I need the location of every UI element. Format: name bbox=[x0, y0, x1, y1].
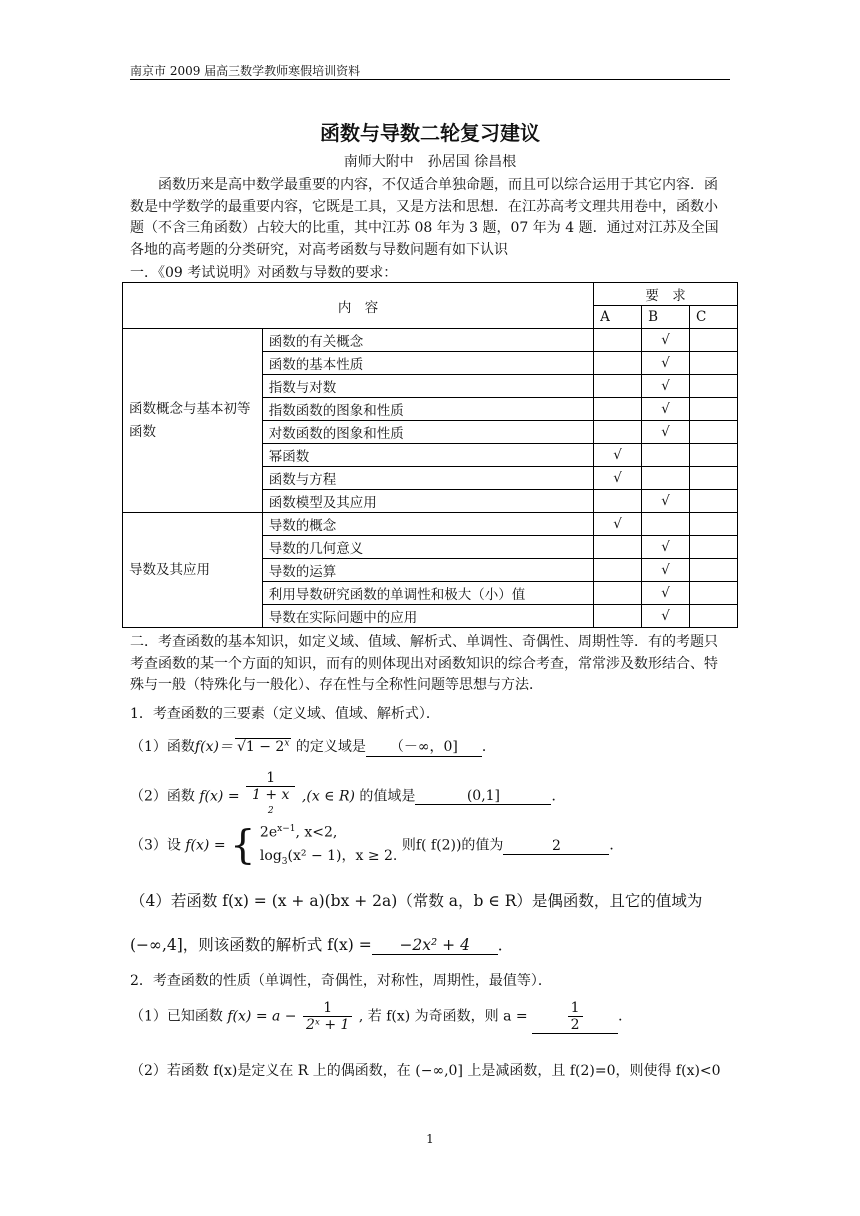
fraction: $\frac{1}{\text{2ˣ + 1}}$ bbox=[303, 1000, 352, 1033]
fraction: 1 1 + x $^2$ bbox=[246, 770, 295, 823]
section-2-paragraph: 二．考查函数的基本知识，如定义域、值域、解析式、单调性、奇偶性、周期性等．有的考题只考查函数的某一个方面的知识，而有的则体现出对函数知识的综合考查，常常涉及数形结合、特殊与一般（特殊化与一般化）、存在性与全称性问题等思想与方法． bbox=[130, 634, 718, 693]
subsection-1-heading: 1．考查函数的三要素（定义域、值域、解析式）． bbox=[130, 706, 440, 722]
col-b-header: B bbox=[642, 306, 690, 329]
property-question-1: （1）已知函数 f(x) = a − $\frac{1}{\text{2ˣ + 1}}$ , 若 f(x) 为奇函数，则 a = $\frac{1}{2}$ ． bbox=[130, 1000, 633, 1033]
level-c-cell bbox=[690, 513, 738, 536]
level-b-cell bbox=[642, 513, 690, 536]
left-brace: { bbox=[230, 822, 256, 869]
section-1-heading: 一．《09 考试说明》对函数与导数的要求： bbox=[130, 265, 398, 281]
item-cell: 指数函数的图象和性质 bbox=[262, 398, 593, 421]
item-cell: 函数与方程 bbox=[262, 467, 593, 490]
level-b-cell: √ bbox=[642, 536, 690, 559]
item-cell: 指数与对数 bbox=[262, 375, 593, 398]
level-a-cell bbox=[594, 582, 642, 605]
running-header: 南京市 2009 届高三数学教师寒假培训资料 bbox=[130, 64, 361, 78]
level-a-cell: √ bbox=[594, 444, 642, 467]
col-c-header: C bbox=[690, 306, 738, 329]
table-row bbox=[123, 513, 738, 536]
item-cell: 导数的几何意义 bbox=[262, 536, 593, 559]
level-a-cell bbox=[594, 490, 642, 513]
item-cell: 对数函数的图象和性质 bbox=[262, 421, 593, 444]
col-a-header: A bbox=[594, 306, 642, 329]
level-c-cell bbox=[690, 467, 738, 490]
item-cell: 函数的基本性质 bbox=[262, 352, 593, 375]
level-a-cell bbox=[594, 605, 642, 628]
level-a-cell bbox=[594, 398, 642, 421]
answer-blank-3: 2 bbox=[503, 838, 609, 855]
intro-paragraph: 函数历来是高中数学最重要的内容，不仅适合单独命题，而且可以综合运用于其它内容．函数是中学数学的最重要内容，它既是工具，又是方法和思想．在江苏高考文理共用卷中，函数小题（不含三角函数）占较大的比重，其中江苏 08 年为 3 题，07 年为 4 题．通过对江苏及全国各地的高考题的分类研究，对高考函数与导数问题有如下认识 bbox=[130, 177, 719, 258]
level-c-cell bbox=[690, 582, 738, 605]
document-title: 函数与导数二轮复习建议 bbox=[320, 121, 540, 145]
level-a-cell bbox=[594, 421, 642, 444]
level-b-cell bbox=[642, 444, 690, 467]
level-a-cell bbox=[594, 352, 642, 375]
level-c-cell bbox=[690, 559, 738, 582]
table-header-content: 内 容 bbox=[123, 283, 594, 329]
level-c-cell bbox=[690, 490, 738, 513]
category-cell: 函数概念与基本初等函数 bbox=[123, 329, 263, 513]
level-a-cell bbox=[594, 536, 642, 559]
question-1: （1）函数$f(x)= √1 - 2^x$ 的定义域是 （－∞，0] ． bbox=[130, 736, 496, 757]
level-b-cell: √ bbox=[642, 352, 690, 375]
piecewise-cases: $2e^{x-1}$, x<2, $\log_3(x^2 - 1)$，x ≥ 2. bbox=[259, 824, 398, 867]
answer-blank-2: (0,1] bbox=[415, 788, 551, 805]
level-a-cell bbox=[594, 329, 642, 352]
requirements-table bbox=[122, 282, 738, 628]
level-c-cell bbox=[690, 444, 738, 467]
item-cell: 导数的概念 bbox=[262, 513, 593, 536]
category-cell: 导数及其应用 bbox=[123, 513, 263, 628]
item-cell: 导数的运算 bbox=[262, 559, 593, 582]
level-c-cell bbox=[690, 398, 738, 421]
level-b-cell: √ bbox=[642, 398, 690, 421]
page-number: 1 bbox=[426, 1132, 434, 1146]
level-b-cell bbox=[642, 467, 690, 490]
level-c-cell bbox=[690, 421, 738, 444]
level-b-cell: √ bbox=[642, 421, 690, 444]
header-divider bbox=[130, 79, 730, 80]
question-4-line-2: (−∞,4]，则该函数的解析式 f(x) = −2x² + 4 ． bbox=[130, 936, 514, 954]
item-cell: 函数模型及其应用 bbox=[262, 490, 593, 513]
level-c-cell bbox=[690, 352, 738, 375]
answer-blank-1: （－∞，0] bbox=[366, 736, 482, 757]
item-cell: 利用导数研究函数的单调性和极大（小）值 bbox=[262, 582, 593, 605]
table-header-requirements: 要 求 bbox=[594, 283, 738, 306]
level-c-cell bbox=[690, 375, 738, 398]
level-a-cell bbox=[594, 375, 642, 398]
level-a-cell bbox=[594, 559, 642, 582]
level-b-cell: √ bbox=[642, 490, 690, 513]
level-b-cell: √ bbox=[642, 375, 690, 398]
level-c-cell bbox=[690, 329, 738, 352]
item-cell: 导数在实际问题中的应用 bbox=[262, 605, 593, 628]
level-b-cell: √ bbox=[642, 582, 690, 605]
level-b-cell: √ bbox=[642, 329, 690, 352]
level-a-cell: √ bbox=[594, 513, 642, 536]
level-c-cell bbox=[690, 536, 738, 559]
level-b-cell: √ bbox=[642, 559, 690, 582]
authors: 南师大附中 孙居国 徐昌根 bbox=[343, 154, 517, 170]
item-cell: 幂函数 bbox=[262, 444, 593, 467]
question-4-line-1: （4）若函数 f(x) = (x + a)(bx + 2a)（常数 a，b ∈ R）是偶函数，且它的值域为 bbox=[130, 892, 703, 910]
level-c-cell bbox=[690, 605, 738, 628]
question-2: （2）函数 f(x) = 1 1 + x $^2$ ,(x ∈ R) 的值域是 (0,1] ． bbox=[130, 770, 565, 823]
level-b-cell: √ bbox=[642, 605, 690, 628]
table-row bbox=[123, 329, 738, 352]
subsection-2-heading: 2．考查函数的性质（单调性，奇偶性，对称性，周期性，最值等）． bbox=[130, 973, 552, 989]
level-a-cell: √ bbox=[594, 467, 642, 490]
item-cell: 函数的有关概念 bbox=[262, 329, 593, 352]
question-3: （3）设 f(x) = { $2e^{x-1}$, x<2, $\log_3(x^2 - 1)$，x ≥ 2. 则f( f(2))的值为 2 ． bbox=[130, 818, 623, 873]
answer-blank-4: −2x² + 4 bbox=[372, 936, 498, 955]
answer-blank-p1: $\frac{1}{2}$ bbox=[532, 1000, 618, 1034]
property-question-2: （2）若函数 f(x)是定义在 R 上的偶函数，在 (−∞,0] 上是减函数，且 f(2)=0，则使得 f(x)<0 bbox=[130, 1063, 721, 1079]
